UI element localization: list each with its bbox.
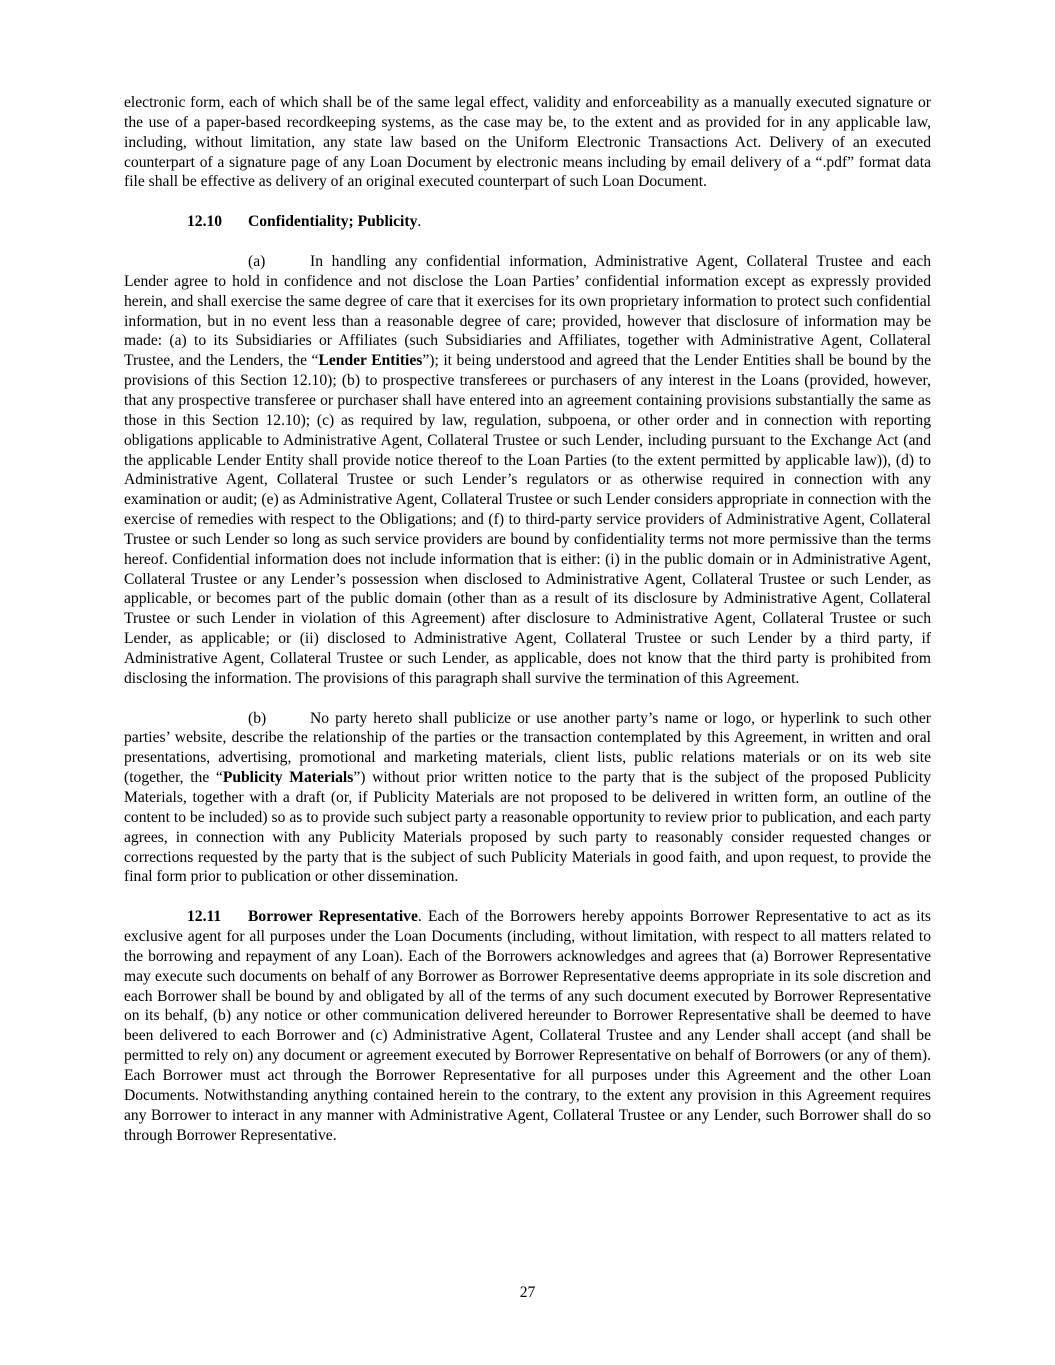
- paragraph-a-text-1: In handling any confidential information, Administrative Agent, Collateral Trustee and each Lender agree to hold in confidence and not disclose the Loan Parties’ confidential information except as expressly provided herein, and shall exercise the same degree of care that it exercises for its own proprietary information to protect such confidential information, but in no event less than a reasonable degree of care; provided, however that disclosure of information may be made: (a) to its Subsidiaries or Affiliates (such Subsidiaries and Affiliates, together with Administrative Agent, Collateral Trustee, and the Lenders, the “: [124, 253, 931, 370]
- section-12-11-text: . Each of the Borrowers hereby appoints Borrower Representative to act as its exclusive agent for all purposes under the Loan Documents (including, without limitation, with respect to all matters related to the borrowing and repayment of any Loan). Each of the Borrowers acknowledges and agrees that (a) Borrower Representative may execute such documents on behalf of any Borrower as Borrower Representative deems appropriate in its sole discretion and each Borrower shall be bound by and obligated by all of the terms of any such document executed by Borrower Representative on its behalf, (b) any notice or other communication delivered hereunder to Borrower Representative shall be deemed to have been delivered to each Borrower and (c) Administrative Agent, Collateral Trustee and any Lender shall accept (and shall be permitted to rely on) any document or agreement executed by Borrower Representative on behalf of Borrowers (or any of them). Each Borrower must act through the Borrower Representative for all purposes under this Agreement and the other Loan Documents. Notwithstanding anything contained herein to the contrary, to the extent any provision in this Agreement requires any Borrower to interact in any manner with Administrative Agent, Collateral Trustee or any Lender, such Borrower shall do so through Borrower Representative.: [124, 908, 932, 1144]
- section-12-10-heading: [124, 212, 931, 232]
- section-12-11-title: Borrower Representative: [248, 908, 418, 926]
- section-12-10-number: 12.10: [187, 213, 223, 231]
- paragraph-b-label: (b): [248, 709, 267, 727]
- defined-term-lender-entities: Lender Entities: [318, 352, 423, 370]
- section-12-10-paragraph-a: [124, 252, 931, 689]
- intro-paragraph: electronic form, each of which shall be of the same legal effect, validity and enforceability as a manually executed signature or the use of a paper-based recordkeeping systems, as the case may be, to the extent and as provided for in any applicable law, including, without limitation, any state law based on the Uniform Electronic Transactions Act. Delivery of an executed counterpart of a signature page of any Loan Document by electronic means including by email delivery of a “.pdf” format data file shall be effective as delivery of an original executed counterpart of such Loan Document.: [124, 94, 931, 191]
- defined-term-publicity-materials: Publicity Materials: [222, 769, 354, 787]
- section-12-10-title-suffix: .: [417, 213, 422, 231]
- paragraph-a-text-2: ”); it being understood and agreed that the Lender Entities shall be bound by the provisions of this Section 12.10); (b) to prospective transferees or purchasers of any interest in the Loans (provided, however, that any prospective transferee or purchaser shall have entered into an agreement containing provisions substantially the same as those in this Section 12.10); (c) as required by law, regulation, subpoena, or other order and in connection with reporting obligations applicable to Administrative Agent, Collateral Trustee or such Lender, including pursuant to the Exchange Act (and the applicable Lender Entity shall provide notice thereof to the Loan Parties (to the extent permitted by applicable law)), (d) to Administrative Agent, Collateral Trustee or such Lender’s regulators or as otherwise required in connection with any examination or audit; (e) as Administrative Agent, Collateral Trustee or such Lender considers appropriate in connection with the exercise of remedies with respect to the Obligations; and (f) to third-party service providers of Administrative Agent, Collateral Trustee or such Lender so long as such service providers are bound by confidentiality terms not more permissive than the terms hereof. Confidential information does not include information that is either: (i) in the public domain or in Administrative Agent, Collateral Trustee or any Lender’s possession when disclosed to Administrative Agent, Collateral Trustee or such Lender, as applicable, or becomes part of the public domain (other than as a result of its disclosure by Administrative Agent, Collateral Trustee or such Lender in violation of this Agreement) after disclosure to Administrative Agent, Collateral Trustee or such Lender, as applicable; or (ii) disclosed to Administrative Agent, Collateral Trustee or such Lender by a third party, if Administrative Agent, Collateral Trustee or such Lender, as applicable, does not know that the third party is prohibited from disclosing the information. The provisions of this paragraph shall survive the termination of this Agreement.: [124, 352, 931, 687]
- paragraph-b-text-2: ”) without prior written notice to the party that is the subject of the proposed Publicity Materials, together with a draft (or, if Publicity Materials are not proposed to be delivered in written form, an outline of the content to be included) so as to provide such subject party a reasonable opportunity to review prior to publication, and each party agrees, in connection with any Publicity Materials proposed by such party to reasonably consider requested changes or corrections requested by the party that is the subject of such Publicity Materials in good faith, and upon request, to provide the final form prior to publication or other dissemination.: [124, 769, 931, 886]
- section-12-11-paragraph: [124, 907, 931, 1145]
- section-12-11-number: 12.11: [187, 908, 222, 926]
- section-12-10-paragraph-b: [124, 709, 931, 888]
- paragraph-a-label: (a): [248, 253, 266, 271]
- page-number: 27: [519, 1284, 536, 1301]
- paragraph-b-text-1: No party hereto shall publicize or use another party’s name or logo, or hyperlink to such other parties’ website, describe the relationship of the parties or the transaction contemplated by this Agreement, in written and oral presentations, advertising, promotional and marketing materials, client lists, public relations materials or on its web site (together, the “: [124, 709, 931, 787]
- section-12-10-title: Confidentiality; Publicity: [248, 213, 418, 231]
- document-page: [124, 93, 931, 1145]
